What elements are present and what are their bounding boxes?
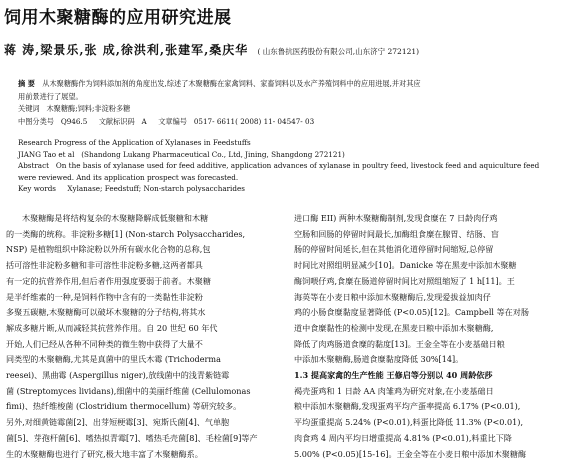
- clc-code: Q946.5: [60, 116, 88, 126]
- article-no-label: 文章编号: [158, 116, 187, 126]
- english-abstract: [18, 137, 553, 195]
- abstract-label: 摘 要: [18, 79, 35, 88]
- body-line: 同类型的木聚糖酶,尤其是真菌中的里氏木霉 (Trichoderma: [6, 354, 221, 365]
- clc-label: 中图分类号: [18, 116, 54, 126]
- english-keywords: Xylanase; Feedstuff; Non-starch polysaccharides: [67, 184, 245, 194]
- english-author-line: [18, 149, 553, 161]
- chinese-abstract: [18, 78, 553, 128]
- body-line: 空肠和回肠的停留时间最长,加酶组食糜在腺胃、结肠、盲: [294, 228, 499, 239]
- body-line: 中添加木聚糖酶,肠道食糜黏度降低 30%[14]。: [294, 354, 464, 365]
- body-line: 鸡的小肠食糜黏度显著降低 (P<0.05)[12]。Campbell 等在对肠: [294, 307, 529, 318]
- english-keywords-label: Key words: [18, 184, 56, 194]
- doc-code-label: 文献标识码: [98, 116, 135, 126]
- body-line: 是半纤维素的一种,是饲料作物中含有的一类黏性非淀粉: [6, 291, 203, 302]
- english-title: Research Progress of the Application of Xylanases in Feedstuffs: [18, 138, 251, 147]
- body-line: 时间比对照组明显减少[10]。Danicke 等在黑麦中添加木聚糖: [294, 260, 517, 271]
- author-line: [4, 41, 419, 58]
- body-line: reesei)、黑曲霉 (Aspergillus niger),放线菌中的浅青紫链霉: [6, 370, 230, 381]
- body-line: 5.00% (P<0.05)[15-16]。王金全等在小麦日粮中添加木聚糖酶: [294, 448, 527, 459]
- body-line: 海英等在小麦日粮中添加木聚糖酶后,发现爱拔益加肉仔: [294, 291, 491, 302]
- doc-code: A: [141, 116, 147, 126]
- english-abstract-line-2: were reviewed. And its application prospect was forecasted.: [18, 172, 239, 182]
- body-line: 解成多糖片断,从而减轻其抗营养作用。自 20 世纪 60 年代: [6, 322, 218, 333]
- section-heading-line: 1.3 提高家禽的生产性能 王修启等分别以 40 周龄依莎: [294, 370, 493, 381]
- body-line: 的一类酶的统称。非淀粉多糖[1] (Non-starch Polysaccharides,: [6, 228, 246, 239]
- keywords: 木聚糖酶;饲料;非淀粉多糖: [46, 104, 131, 113]
- body-line: 括可溶性非淀粉多糖和非可溶性非淀粉多糖,这两者都具: [6, 260, 203, 271]
- body-line: NSP) 是植物组织中除淀粉以外所有碳水化合物的总称,包: [6, 244, 211, 255]
- body-line: 酶饲喂仔鸡,食糜在肠道停留时间比对照组缩短了 1 h[11]。王: [294, 275, 515, 286]
- body-column-right: [294, 211, 560, 462]
- english-authors: JIANG Tao et al: [18, 149, 75, 159]
- body-line: 生的木聚糖酶也进行了研究,极大地丰富了木聚糖酶系。: [6, 448, 203, 459]
- body-line: 有一定的抗营养作用,但后者作用强度要弱于前者。木聚糖: [6, 275, 211, 286]
- paper-title: 饲用木聚糖酶的应用研究进展: [4, 8, 232, 28]
- english-affiliation: (Shandong Lukang Pharmaceutical Co., Ltd, Jining, Shangdong 272121): [81, 149, 345, 159]
- body-line: 道中食糜黏性的检测中发现,在黑麦日粮中添加木聚糖酶,: [294, 322, 494, 333]
- authors: 蒋 涛,梁景乐,张 成,徐洪利,张建军,桑庆华: [4, 43, 249, 57]
- keywords-label: 关键词: [18, 104, 40, 113]
- body-line: 多聚五碳糖,木聚糖酶可以破坏木聚糖的分子结构,将其水: [6, 307, 206, 318]
- affiliation: ( 山东鲁抗医药股份有限公司,山东济宁 272121): [257, 47, 420, 56]
- body-column-left: [6, 211, 276, 462]
- body-line: 开始,人们已经从各种不同种类的微生物中获得了大量不: [6, 338, 203, 349]
- abstract-line-1: [18, 78, 553, 91]
- body-line: 降低了肉鸡肠道食糜的黏度[13]。王金全等在小麦基础日粮: [294, 338, 505, 349]
- keywords-line: [18, 103, 553, 116]
- abstract-line-2: 用前景进行了展望。: [18, 91, 83, 101]
- abstract-text-1: 从木聚糖酶作为饲料添加剂的角度出发,综述了木聚糖酶在家禽饲料、家畜饲料以及水产养殖饲料中的应用进展,并对其应: [42, 79, 421, 88]
- body-line: fimi)、热纤维梭菌 (Clostridium thermocellum) 等研究较多。: [6, 401, 242, 412]
- body-line: 木聚糖酶是将结构复杂的木聚糖降解成低聚糖和木糖: [22, 213, 209, 223]
- body-line: 菌[5]、芽孢杆菌[6]、嗜热拟青霉[7]、嗜热毛壳菌[8]、毛栓菌[9]等产: [6, 432, 258, 443]
- body-line: 肉食鸡 4 周内平均日增重提高 4.81% (P<0.01),料重比下降: [294, 432, 512, 443]
- english-abstract-line-1: [18, 160, 553, 172]
- body-line: 另外,对细黄链霉菌[2]、出芽短梗霉[3]、宛斯氏菌[4]、气单胞: [6, 417, 230, 428]
- article-no: 0517- 6611( 2008) 11- 04547- 03: [193, 116, 315, 126]
- body-line: 平均蛋重提高 5.24% (P<0.01),料蛋比降低 11.3% (P<0.01),: [294, 417, 524, 428]
- english-keywords-line: [18, 183, 553, 195]
- english-abstract-label: Abstract: [18, 161, 50, 171]
- english-abstract-text-1: On the basis of xylanase used for feed additive, application advances of xylanase in poultry feed, livestock feed and aquiculture feed: [55, 161, 540, 171]
- body-line: 进口酶 EII) 两种木聚糖酶制剂,发现食糜在 7 日龄肉仔鸡: [294, 213, 498, 223]
- body-line: 菌 (Streptomyces lividans),细菌中的美丽纤维菌 (Cellulomonas: [6, 385, 251, 396]
- body-line: 褐壳蛋鸡和 1 日龄 AA 肉雏鸡为研究对象,在小麦基础日: [294, 385, 494, 396]
- body-line: 粮中添加木聚糖酶,发现蛋鸡平均产蛋率提高 6.17% (P<0.01),: [294, 401, 521, 412]
- body-line: 肠的停留时间延长,但在其他消化道停留时间缩短,总停留: [294, 244, 494, 255]
- classification-line: [18, 116, 553, 129]
